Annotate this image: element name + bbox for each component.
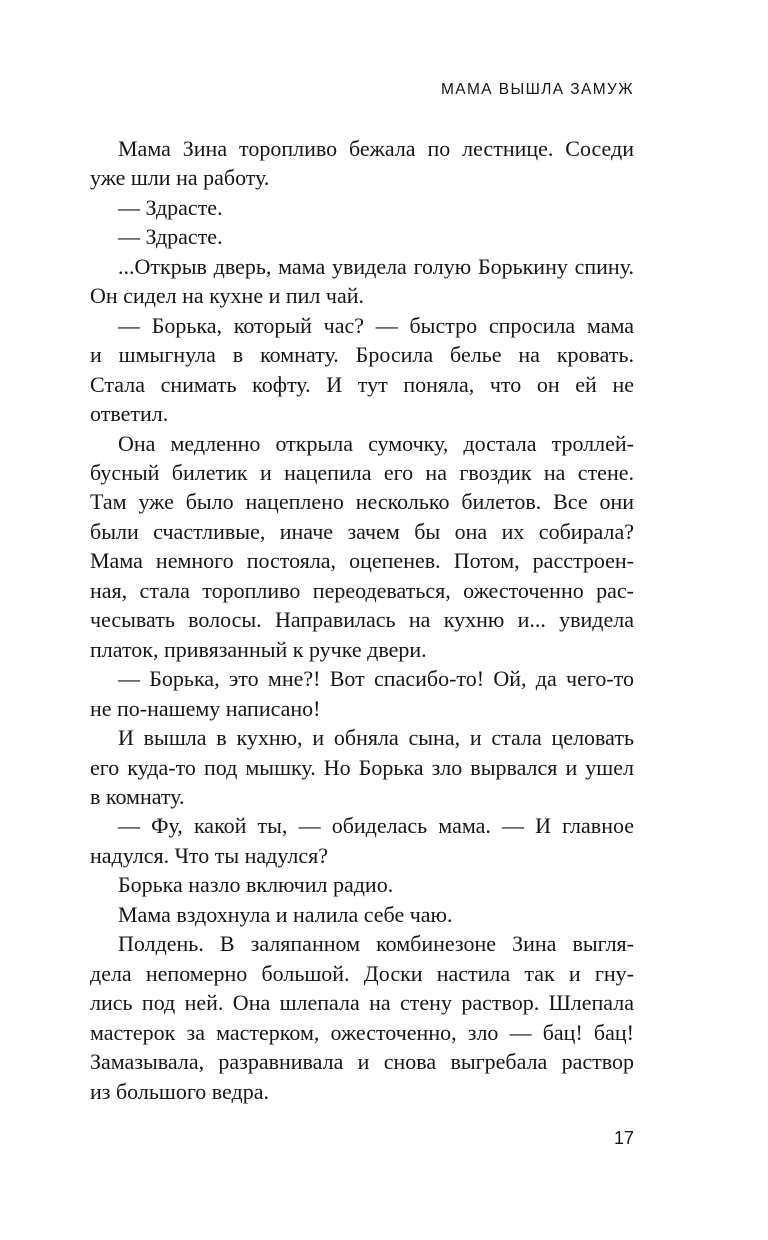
- text-line: не по-нашему написано!: [90, 695, 321, 721]
- paragraph: [90, 811, 634, 870]
- paragraph: [90, 929, 634, 1106]
- text-line: Полдень. В заляпанном комбинезоне Зина выгля-: [118, 931, 634, 957]
- paragraph: [90, 134, 634, 193]
- body-text: [90, 134, 634, 1106]
- text-line: дела непомерно большой. Доски настила так и гну-: [90, 960, 634, 986]
- paragraph: [90, 664, 634, 723]
- text-line: из большого ведра.: [90, 1078, 269, 1104]
- text-line: бусный билетик и нацепила его на гвоздик на стене.: [90, 459, 634, 485]
- paragraph: [90, 900, 634, 929]
- text-line: — Здрасте.: [118, 224, 223, 250]
- text-line: ответил.: [90, 401, 169, 427]
- paragraph: [90, 311, 634, 429]
- paragraph: [90, 723, 634, 811]
- text-line: Стала снимать кофту. И тут поняла, что он ей не: [90, 371, 634, 397]
- text-line: в комнату.: [90, 783, 185, 809]
- paragraph: [90, 870, 634, 899]
- paragraph: [90, 429, 634, 665]
- text-line: лись под ней. Она шлепала на стену раствор. Шлепала: [90, 990, 634, 1016]
- text-line: И вышла в кухню, и обняла сына, и стала целовать: [118, 725, 634, 751]
- text-line: и шмыгнула в комнату. Бросила белье на кровать.: [90, 342, 634, 368]
- text-line: — Здрасте.: [118, 194, 223, 220]
- text-line: Мама вздохнула и налила себе чаю.: [118, 901, 453, 927]
- text-line: Мама немного постояла, оцепенев. Потом, расстроен-: [90, 548, 634, 574]
- text-line: Замазывала, разравнивала и снова выгребала раствор: [90, 1049, 634, 1075]
- running-title: МАМА ВЫШЛА ЗАМУЖ: [440, 81, 634, 98]
- text-line: его куда-то под мышку. Но Борька зло вырвался и ушел: [90, 754, 634, 780]
- text-line: Он сидел на кухне и пил чай.: [90, 283, 364, 309]
- text-line: мастерок за мастерком, ожесточенно, зло — бац! бац!: [90, 1019, 634, 1045]
- paragraph: [90, 193, 634, 222]
- text-line: ...Открыв дверь, мама увидела голую Борькину спину.: [118, 253, 634, 279]
- text-line: Борька назло включил радио.: [118, 872, 394, 898]
- text-line: — Борька, это мне?! Вот спасибо-то! Ой, да чего-то: [118, 666, 634, 692]
- page-number: 17: [613, 1128, 634, 1148]
- text-line: уже шли на работу.: [90, 165, 270, 191]
- text-line: — Фу, какой ты, — обиделась мама. — И главное: [118, 813, 634, 839]
- text-line: были счастливые, иначе зачем бы она их собирала?: [90, 518, 634, 544]
- text-line: ная, стала торопливо переодеваться, ожесточенно рас-: [90, 577, 634, 603]
- text-line: Она медленно открыла сумочку, достала троллей-: [118, 430, 634, 456]
- paragraph: [90, 252, 634, 311]
- text-line: чесывать волосы. Направилась на кухню и... увидела: [90, 607, 634, 633]
- text-line: Там уже было нацеплено несколько билетов. Все они: [90, 489, 634, 515]
- text-line: — Борька, который час? — быстро спросила мама: [118, 312, 634, 338]
- text-line: надулся. Что ты надулся?: [90, 842, 329, 868]
- text-line: Мама Зина торопливо бежала по лестнице. Соседи: [118, 136, 634, 161]
- paragraph: [90, 222, 634, 251]
- text-line: платок, привязанный к ручке двери.: [90, 636, 427, 662]
